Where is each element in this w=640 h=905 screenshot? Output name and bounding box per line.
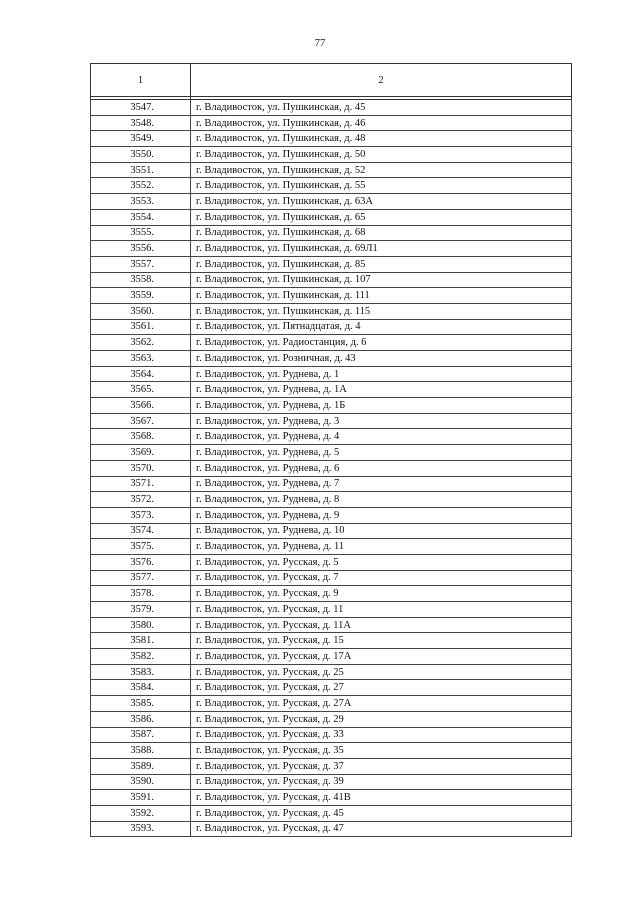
row-address: г. Владивосток, ул. Руднева, д. 10 xyxy=(191,523,572,539)
column-header-address: 2 xyxy=(191,64,572,97)
row-number: 3576. xyxy=(91,554,191,570)
row-number: 3571. xyxy=(91,476,191,492)
table-row xyxy=(91,460,572,476)
row-address: г. Владивосток, ул. Пушкинская, д. 45 xyxy=(191,100,572,116)
table-row xyxy=(91,617,572,633)
row-address: г. Владивосток, ул. Русская, д. 5 xyxy=(191,554,572,570)
table-row xyxy=(91,743,572,759)
table-row xyxy=(91,476,572,492)
row-address: г. Владивосток, ул. Русская, д. 33 xyxy=(191,727,572,743)
row-address: г. Владивосток, ул. Руднева, д. 1А xyxy=(191,382,572,398)
row-number: 3561. xyxy=(91,319,191,335)
row-number: 3575. xyxy=(91,539,191,555)
row-number: 3586. xyxy=(91,711,191,727)
row-address: г. Владивосток, ул. Пушкинская, д. 69Л1 xyxy=(191,241,572,257)
row-address: г. Владивосток, ул. Русская, д. 37 xyxy=(191,758,572,774)
row-number: 3582. xyxy=(91,649,191,665)
table-row xyxy=(91,523,572,539)
table-row xyxy=(91,570,572,586)
row-number: 3562. xyxy=(91,335,191,351)
table-row xyxy=(91,351,572,367)
row-number: 3590. xyxy=(91,774,191,790)
row-address: г. Владивосток, ул. Русская, д. 11А xyxy=(191,617,572,633)
row-number: 3569. xyxy=(91,445,191,461)
table-row xyxy=(91,303,572,319)
row-address: г. Владивосток, ул. Пушкинская, д. 48 xyxy=(191,131,572,147)
row-address: г. Владивосток, ул. Руднева, д. 7 xyxy=(191,476,572,492)
table-row xyxy=(91,429,572,445)
row-number: 3579. xyxy=(91,602,191,618)
row-address: г. Владивосток, ул. Пятнадцатая, д. 4 xyxy=(191,319,572,335)
row-number: 3577. xyxy=(91,570,191,586)
row-address: г. Владивосток, ул. Русская, д. 29 xyxy=(191,711,572,727)
table-row xyxy=(91,413,572,429)
table-row xyxy=(91,319,572,335)
row-number: 3584. xyxy=(91,680,191,696)
row-number: 3567. xyxy=(91,413,191,429)
row-address: г. Владивосток, ул. Пушкинская, д. 68 xyxy=(191,225,572,241)
row-number: 3558. xyxy=(91,272,191,288)
row-address: г. Владивосток, ул. Пушкинская, д. 65 xyxy=(191,209,572,225)
row-address: г. Владивосток, ул. Руднева, д. 3 xyxy=(191,413,572,429)
table-row xyxy=(91,178,572,194)
row-address: г. Владивосток, ул. Руднева, д. 1Б xyxy=(191,398,572,414)
table-row xyxy=(91,366,572,382)
column-header-number: 1 xyxy=(91,64,191,97)
row-address: г. Владивосток, ул. Руднева, д. 11 xyxy=(191,539,572,555)
table-row xyxy=(91,335,572,351)
table-row xyxy=(91,649,572,665)
table-row xyxy=(91,115,572,131)
row-address: г. Владивосток, ул. Русская, д. 45 xyxy=(191,805,572,821)
table-row xyxy=(91,790,572,806)
row-number: 3563. xyxy=(91,351,191,367)
row-number: 3559. xyxy=(91,288,191,304)
row-address: г. Владивосток, ул. Русская, д. 35 xyxy=(191,743,572,759)
row-number: 3554. xyxy=(91,209,191,225)
table-row xyxy=(91,382,572,398)
row-address: г. Владивосток, ул. Радиостанция, д. 6 xyxy=(191,335,572,351)
row-address: г. Владивосток, ул. Русская, д. 7 xyxy=(191,570,572,586)
row-number: 3573. xyxy=(91,507,191,523)
row-number: 3588. xyxy=(91,743,191,759)
row-number: 3565. xyxy=(91,382,191,398)
row-number: 3568. xyxy=(91,429,191,445)
table-row xyxy=(91,680,572,696)
row-number: 3555. xyxy=(91,225,191,241)
row-address: г. Владивосток, ул. Пушкинская, д. 50 xyxy=(191,147,572,163)
table-row xyxy=(91,100,572,116)
table-row xyxy=(91,539,572,555)
row-number: 3570. xyxy=(91,460,191,476)
table-row xyxy=(91,131,572,147)
table-row xyxy=(91,727,572,743)
row-address: г. Владивосток, ул. Руднева, д. 9 xyxy=(191,507,572,523)
row-address: г. Владивосток, ул. Русская, д. 11 xyxy=(191,602,572,618)
row-number: 3581. xyxy=(91,633,191,649)
table-row xyxy=(91,774,572,790)
row-address: г. Владивосток, ул. Руднева, д. 8 xyxy=(191,492,572,508)
table-body xyxy=(91,100,572,837)
row-address: г. Владивосток, ул. Пушкинская, д. 52 xyxy=(191,162,572,178)
row-address: г. Владивосток, ул. Русская, д. 9 xyxy=(191,586,572,602)
row-number: 3551. xyxy=(91,162,191,178)
row-number: 3580. xyxy=(91,617,191,633)
row-number: 3557. xyxy=(91,256,191,272)
row-address: г. Владивосток, ул. Русская, д. 47 xyxy=(191,821,572,837)
table-row xyxy=(91,586,572,602)
row-number: 3548. xyxy=(91,115,191,131)
table-row xyxy=(91,633,572,649)
table-row xyxy=(91,602,572,618)
table-header xyxy=(91,64,572,100)
table-row xyxy=(91,445,572,461)
row-number: 3589. xyxy=(91,758,191,774)
row-number: 3572. xyxy=(91,492,191,508)
table-row xyxy=(91,194,572,210)
table-row xyxy=(91,256,572,272)
row-address: г. Владивосток, ул. Русская, д. 27А xyxy=(191,696,572,712)
table-row xyxy=(91,241,572,257)
table-row xyxy=(91,225,572,241)
row-number: 3583. xyxy=(91,664,191,680)
row-number: 3591. xyxy=(91,790,191,806)
row-number: 3553. xyxy=(91,194,191,210)
row-address: г. Владивосток, ул. Русская, д. 17А xyxy=(191,649,572,665)
row-number: 3593. xyxy=(91,821,191,837)
row-number: 3547. xyxy=(91,100,191,116)
row-number: 3587. xyxy=(91,727,191,743)
row-number: 3560. xyxy=(91,303,191,319)
row-address: г. Владивосток, ул. Руднева, д. 1 xyxy=(191,366,572,382)
row-address: г. Владивосток, ул. Русская, д. 39 xyxy=(191,774,572,790)
table-row xyxy=(91,821,572,837)
row-address: г. Владивосток, ул. Пушкинская, д. 55 xyxy=(191,178,572,194)
row-number: 3566. xyxy=(91,398,191,414)
table-row xyxy=(91,162,572,178)
table-row xyxy=(91,554,572,570)
table-row xyxy=(91,507,572,523)
row-address: г. Владивосток, ул. Пушкинская, д. 115 xyxy=(191,303,572,319)
row-number: 3578. xyxy=(91,586,191,602)
row-address: г. Владивосток, ул. Русская, д. 25 xyxy=(191,664,572,680)
row-address: г. Владивосток, ул. Пушкинская, д. 63А xyxy=(191,194,572,210)
table-row xyxy=(91,805,572,821)
table-row xyxy=(91,758,572,774)
page-number: 77 xyxy=(314,38,326,49)
table-row xyxy=(91,288,572,304)
row-address: г. Владивосток, ул. Руднева, д. 5 xyxy=(191,445,572,461)
row-address: г. Владивосток, ул. Руднева, д. 6 xyxy=(191,460,572,476)
row-number: 3592. xyxy=(91,805,191,821)
table-row xyxy=(91,147,572,163)
row-address: г. Владивосток, ул. Русская, д. 15 xyxy=(191,633,572,649)
table-row xyxy=(91,696,572,712)
row-number: 3564. xyxy=(91,366,191,382)
row-number: 3574. xyxy=(91,523,191,539)
row-address: г. Владивосток, ул. Руднева, д. 4 xyxy=(191,429,572,445)
table-row xyxy=(91,492,572,508)
table-row xyxy=(91,209,572,225)
table-row xyxy=(91,272,572,288)
table-row xyxy=(91,398,572,414)
row-address: г. Владивосток, ул. Русская, д. 41В xyxy=(191,790,572,806)
row-address: г. Владивосток, ул. Пушкинская, д. 111 xyxy=(191,288,572,304)
address-table xyxy=(90,63,572,837)
row-address: г. Владивосток, ул. Розничная, д. 43 xyxy=(191,351,572,367)
row-number: 3552. xyxy=(91,178,191,194)
table-row xyxy=(91,711,572,727)
row-number: 3556. xyxy=(91,241,191,257)
row-address: г. Владивосток, ул. Пушкинская, д. 46 xyxy=(191,115,572,131)
header-row xyxy=(91,64,572,97)
row-address: г. Владивосток, ул. Пушкинская, д. 107 xyxy=(191,272,572,288)
row-number: 3549. xyxy=(91,131,191,147)
row-address: г. Владивосток, ул. Русская, д. 27 xyxy=(191,680,572,696)
row-address: г. Владивосток, ул. Пушкинская, д. 85 xyxy=(191,256,572,272)
table-row xyxy=(91,664,572,680)
row-number: 3585. xyxy=(91,696,191,712)
row-number: 3550. xyxy=(91,147,191,163)
